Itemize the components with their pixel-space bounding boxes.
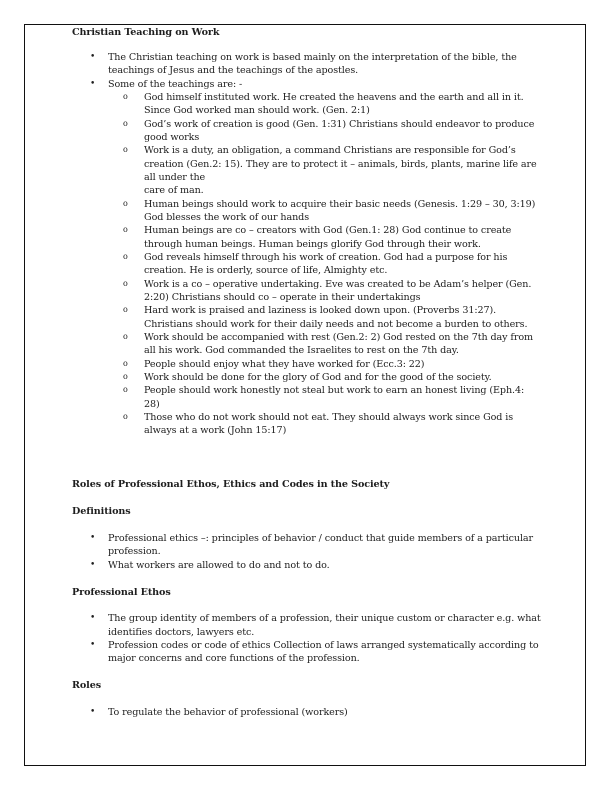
sub-list-item-continuation: care of man. bbox=[144, 185, 204, 197]
bullet-icon: • bbox=[90, 559, 96, 570]
sub-list-item bbox=[108, 118, 542, 145]
list-item-text: The group identity of members of a profession, their unique custom or character e.g. what identifies doctors, lawyers etc. bbox=[108, 613, 541, 638]
sub-list-item-text: Work should be accompanied with rest (Gen.2: 2) God rested on the 7th day from all his work. God commanded the Israelites to rest on the 7th day. bbox=[144, 332, 534, 357]
sub-list-item-text: God himself instituted work. He created the heavens and the earth and all in it. Since God worked man should work. (Gen. 2:1) bbox=[144, 91, 524, 117]
heading-definitions: Definitions bbox=[72, 506, 131, 518]
hollow-bullet-icon: o bbox=[123, 91, 128, 101]
bullet-icon: • bbox=[90, 613, 96, 624]
list-item bbox=[72, 78, 542, 438]
bullet-icon: • bbox=[90, 51, 96, 62]
list-item bbox=[72, 51, 542, 78]
sub-list-item-text: Hard work is praised and laziness is looked down upon. (Proverbs 31:27). Christians should work for their daily needs and not become a burden to others. bbox=[144, 305, 528, 330]
heading-roles-of-professional-ethos: Roles of Professional Ethos, Ethics and Codes in the Society bbox=[72, 479, 390, 491]
hollow-bullet-icon: o bbox=[123, 118, 128, 128]
teachings-sublist bbox=[108, 91, 542, 438]
bullet-icon: • bbox=[90, 707, 96, 718]
sub-list-item bbox=[108, 371, 542, 384]
list-item bbox=[72, 612, 542, 639]
sub-list-item-text: Those who do not work should not eat. They should always work since God is always at a work (John 15:17) bbox=[144, 412, 514, 437]
bullet-icon: • bbox=[90, 78, 96, 89]
hollow-bullet-icon: o bbox=[123, 252, 128, 261]
bullet-icon: • bbox=[90, 533, 96, 543]
sub-list-item bbox=[108, 278, 542, 305]
sub-list-item bbox=[108, 251, 542, 278]
sub-list-item bbox=[108, 384, 542, 411]
list-item bbox=[72, 706, 542, 719]
list-item-text: Some of the teachings are: - bbox=[108, 78, 243, 90]
sub-list-item bbox=[108, 331, 542, 358]
roles-list bbox=[72, 706, 542, 719]
heading-christian-teaching: Christian Teaching on Work bbox=[72, 27, 220, 38]
hollow-bullet-icon: o bbox=[123, 305, 128, 315]
christian-teaching-list bbox=[72, 51, 542, 438]
sub-list-item-text: God’s work of creation is good (Gen. 1:31) Christians should endeavor to produce good works bbox=[144, 118, 535, 143]
sub-list-item bbox=[108, 358, 542, 371]
hollow-bullet-icon: o bbox=[123, 332, 128, 342]
sub-list-item-text: God reveals himself through his work of creation. God had a purpose for his creation. He is orderly, source of life, Almighty etc. bbox=[144, 252, 508, 277]
list-item-text: The Christian teaching on work is based mainly on the interpretation of the bible, the teachings of Jesus and the teachings of the apostles. bbox=[108, 51, 517, 77]
bullet-icon: • bbox=[90, 640, 96, 651]
sub-list-item bbox=[108, 91, 542, 118]
list-item-text: To regulate the behavior of professional (workers) bbox=[108, 707, 348, 719]
sub-list-item bbox=[108, 304, 542, 331]
hollow-bullet-icon: o bbox=[123, 372, 128, 382]
list-item-text: What workers are allowed to do and not to do. bbox=[108, 559, 330, 571]
sub-list-item bbox=[108, 224, 542, 251]
sub-list-item-text: Human beings are co – creators with God (Gen.1: 28) God continue to create through human beings. Human beings glorify God through their work. bbox=[144, 225, 512, 250]
list-item bbox=[72, 532, 542, 559]
hollow-bullet-icon: o bbox=[123, 198, 128, 208]
sub-list-item-text: People should enjoy what they have worked for (Ecc.3: 22) bbox=[144, 358, 425, 370]
heading-professional-ethos: Professional Ethos bbox=[72, 586, 171, 598]
sub-list-item-text: Work is a duty, an obligation, a command Christians are responsible for God’s creation (Gen.2: 15). They are to protect it – animals, birds, plants, marine life are all under the bbox=[144, 145, 537, 183]
hollow-bullet-icon: o bbox=[123, 412, 128, 422]
hollow-bullet-icon: o bbox=[123, 278, 128, 288]
hollow-bullet-icon: o bbox=[123, 358, 128, 368]
document-body bbox=[72, 26, 542, 719]
list-item-text: Profession codes or code of ethics Collection of laws arranged systematically according to major concerns and core functions of the profession. bbox=[108, 640, 539, 665]
list-item bbox=[72, 559, 542, 572]
hollow-bullet-icon: o bbox=[123, 145, 128, 155]
sub-list-item bbox=[108, 411, 542, 438]
list-item bbox=[72, 639, 542, 666]
sub-list-item-text: Human beings should work to acquire their basic needs (Genesis. 1:29 – 30, 3:19) God blesses the work of our hands bbox=[144, 198, 536, 223]
sub-list-item-text: Work should be done for the glory of God and for the good of the society. bbox=[144, 372, 492, 384]
sub-list-item-text: People should work honestly not steal but work to earn an honest living (Eph.4: 28) bbox=[144, 385, 525, 410]
heading-roles: Roles bbox=[72, 680, 102, 692]
sub-list-item-text: Work is a co – operative undertaking. Eve was created to be Adam’s helper (Gen. 2:20) Christians should co – operate in their undertakings bbox=[144, 278, 532, 304]
definitions-list bbox=[72, 532, 542, 572]
sub-list-item bbox=[108, 144, 542, 197]
sub-list-item bbox=[108, 198, 542, 225]
hollow-bullet-icon: o bbox=[123, 225, 128, 235]
hollow-bullet-icon: o bbox=[123, 385, 128, 395]
list-item-text: Professional ethics –: principles of behavior / conduct that guide members of a particular profession. bbox=[108, 533, 534, 558]
ethos-list bbox=[72, 612, 542, 665]
